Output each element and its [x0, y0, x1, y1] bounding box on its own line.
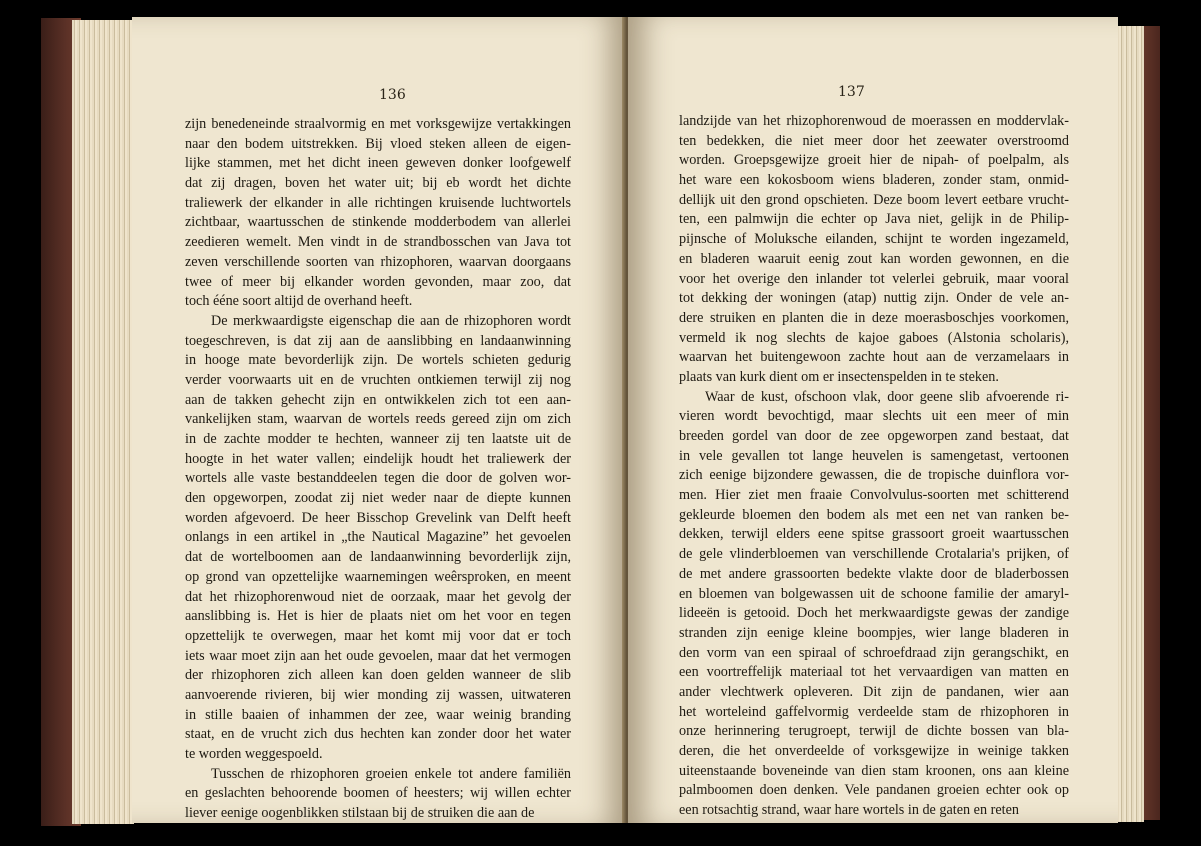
text-line: lideeën is getooid. Doch het merkwaardigste gewas der zandige — [679, 605, 1069, 622]
left-page — [132, 17, 626, 823]
text-line: onze herinnering terugroept, terwijl de dichte bossen van bla- — [679, 723, 1069, 740]
text-line: vermeld ik nog slechts de kajoe gaboes (Alstonia scholaris), — [679, 329, 1069, 346]
text-line: verder voorwaarts uit en de vruchten ontkiemen terwijl zij nog — [185, 371, 571, 388]
text-line: deren, die het onverdeelde of vorksgewijze in weinige takken — [679, 743, 1069, 759]
text-line: voor het overige den inlander tot velerlei gebruik, maar vooral — [679, 270, 1069, 287]
text-line: Tusschen de rhizophoren groeien enkele tot andere familiën — [211, 765, 571, 782]
text-line: iets waar moet zijn aan het oude gevoelen, maar dat het vermogen — [185, 647, 571, 664]
text-line: worden. Groepsgewijze groeit hier de nipah- of poelpalm, als — [679, 152, 1069, 169]
text-line: uiteenstaande boveneinde van dien stam kroonen, ons aan kleine — [679, 762, 1069, 779]
text-line: zeven verschillende soorten van rhizophoren, waarvan doorgaans — [185, 253, 571, 270]
page-number: 136 — [379, 87, 406, 103]
text-line: traliewerk der elkander in alle richtingen kruisende luchtwortels — [185, 194, 571, 211]
text-line: landzijde van het rhizophorenwoud de moerassen en moddervlak- — [679, 113, 1069, 129]
text-line: wortels alle vaste bestanddeelen tegen die door de golven wor- — [185, 470, 571, 487]
page-edges-left — [72, 20, 134, 824]
text-line: het ware een kokosboom wiens bladeren, zonder stam, onmid- — [679, 172, 1069, 189]
text-line: dat de wortelboomen aan de landaanwinning bevorderlijk zijn, — [185, 549, 571, 566]
text-line: een rotsachtig strand, waar hare wortels in de gaten en reten — [679, 802, 1019, 819]
text-line: en geslachten behoorende boomen of heesters; wij willen echter — [185, 785, 571, 802]
text-line: breeden gordel van door de zee opgeworpen zand bestaat, dat — [679, 428, 1069, 444]
right-page — [628, 17, 1118, 823]
text-line: aanslibbing is. Het is hier de plaats niet om het voor en tegen — [185, 608, 571, 625]
text-line: liever eenige oogenblikken stilstaan bij de struiken die aan de — [185, 805, 535, 822]
text-line: aanvoerende rivieren, bij wier monding zij wassen, uitwateren — [185, 686, 571, 703]
text-line: op grond van opzettelijke waarnemingen weêrsproken, en meent — [185, 568, 571, 585]
text-line: zichtbaar, waartusschen de stinkende modderbodem van allerlei — [185, 214, 571, 231]
text-line: toegeschreven, is dat zij aan de aanslibbing en landaanwinning — [185, 332, 571, 349]
text-line: dekken, terwijl elders eene spitse grassoort groeit waartusschen — [679, 526, 1069, 543]
text-line: der rhizophoren zich alleen kan doen gelden wanneer de slib — [185, 667, 571, 684]
text-line: dellijk uit den grond opschieten. Deze boom levert eetbare vrucht- — [679, 191, 1069, 208]
text-line: en bloemen van bolgewassen uit de schoone familie der amaryl- — [679, 585, 1069, 602]
text-line: worden afgevoerd. De heer Bisschop Grevelink van Delft heeft — [185, 509, 571, 526]
text-line: en bladeren waaruit eenig zout kan worden gewonnen, en die — [679, 250, 1069, 267]
text-line: staat, en de vrucht zich dus hechten kan zonder door het water — [185, 726, 571, 743]
page-body-text — [679, 112, 1069, 821]
text-line: palmboomen doen denken. Vele pandanen groeien echter ook op — [679, 782, 1069, 799]
text-line: dat zij dragen, boven het water uit; bij eb wordt het dichte — [185, 175, 571, 192]
text-line: ten bedekken, die niet meer door het zeewater overstroomd — [679, 132, 1069, 149]
text-line: zijn benedeneinde straalvormig en met vorksgewijze vertakkingen — [185, 116, 571, 132]
page-body-text — [185, 115, 571, 823]
text-line: men. Hier ziet men fraaie Convolvulus-soorten met schitterend — [679, 487, 1069, 504]
text-line: zeedieren wemelt. Men vindt in de strandbosschen van Java tot — [185, 234, 571, 251]
text-line: onlangs in een artikel in „the Nautical Magazine” het gevoelen — [185, 529, 571, 546]
text-line: stranden zijn eenige kleine boompjes, wier lange bladeren in — [679, 624, 1069, 641]
text-line: De merkwaardigste eigenschap die aan de rhizophoren wordt — [211, 312, 571, 329]
text-line: dat het rhizophorenwoud niet de oorzaak, maar het gevolg der — [185, 588, 571, 605]
text-line: tot dekking der woningen (atap) nuttig zijn. Onder de vele an- — [679, 290, 1069, 307]
text-line: in vele gevallen tot lange heuvelen is samengetast, vertoonen — [679, 447, 1069, 464]
text-line: vankelijken stam, waarvan de wortels reeds gereed zijn om zich — [185, 411, 571, 428]
page-edges-right — [1114, 26, 1144, 822]
text-line: gekleurde bloemen den bodem als met een net van ranken be- — [679, 506, 1069, 523]
text-line: Waar de kust, ofschoon vlak, door geene slib afvoerende ri- — [705, 388, 1069, 405]
text-line: pijnsche of Moluksche eilanden, schijnt te worden ingezameld, — [679, 231, 1069, 248]
text-line: in de zachte modder te hechten, wanneer zij ten laatste uit de — [185, 431, 571, 447]
text-line: een voortreffelijk materiaal tot het vervaardigen van matten en — [679, 664, 1069, 681]
text-line: toch ééne soort altijd de overhand heeft. — [185, 293, 413, 310]
text-line: te worden weggespoeld. — [185, 746, 323, 762]
text-line: vieren wordt bevochtigd, maar slechts uit een meer of min — [679, 408, 1069, 425]
text-line: opzettelijk te overwegen, maar het komt mij voor dat er toch — [185, 627, 571, 644]
text-line: plaats van kurk dient om er insectenspelden in te steken. — [679, 368, 999, 385]
text-line: hoogte in het water vallen; eindelijk houdt het traliewerk der — [185, 450, 571, 467]
text-line: zich eenige bijzondere gewassen, die de tropische duinflora vor- — [679, 467, 1069, 484]
text-line: dere struiken en planten die in deze moerasboschjes voorkomen, — [679, 309, 1069, 326]
text-line: ten, een palmwijn die echter op Java niet, gelijk in de Philip- — [679, 211, 1069, 228]
text-line: naar den bodem uitstrekken. Bij vloed steken alleen de eigen- — [185, 135, 571, 152]
text-line: in stille baaien of inhammen der zee, waar weinig branding — [185, 706, 571, 723]
text-line: den vorm van een spiraal of schroefdraad zijn gerangschikt, en — [679, 644, 1069, 661]
text-line: in hooge mate bevorderlijk zijn. De wortels schieten gedurig — [185, 352, 571, 369]
text-line: ander vlechtwerk opleveren. Dit zijn de pandanen, wier aan — [679, 683, 1069, 700]
text-line: het worteleind gaffelvormig verdeelde stam de rhizophoren in — [679, 703, 1069, 720]
text-line: waarvan het buitengewoon zachte hout aan de verzamelaars in — [679, 349, 1069, 366]
text-line: den opgeworpen, zoodat zij niet weder naar de diepte kunnen — [185, 490, 571, 507]
text-line: twee of meer bij elkander worden gevonden, maar zoo, dat — [185, 273, 571, 290]
text-line: aan de takken gehecht zijn en ontwikkelen zich tot een aan- — [185, 391, 571, 408]
text-line: de gele vlinderbloemen van verschillende Crotalaria's prijken, of — [679, 546, 1069, 563]
text-line: lijke stammen, met het dicht ineen geweven donker loofgewelf — [185, 155, 571, 172]
page-number: 137 — [838, 84, 865, 100]
text-line: de met andere grassoorten bedekte vlakte door de bladerbossen — [679, 565, 1069, 582]
